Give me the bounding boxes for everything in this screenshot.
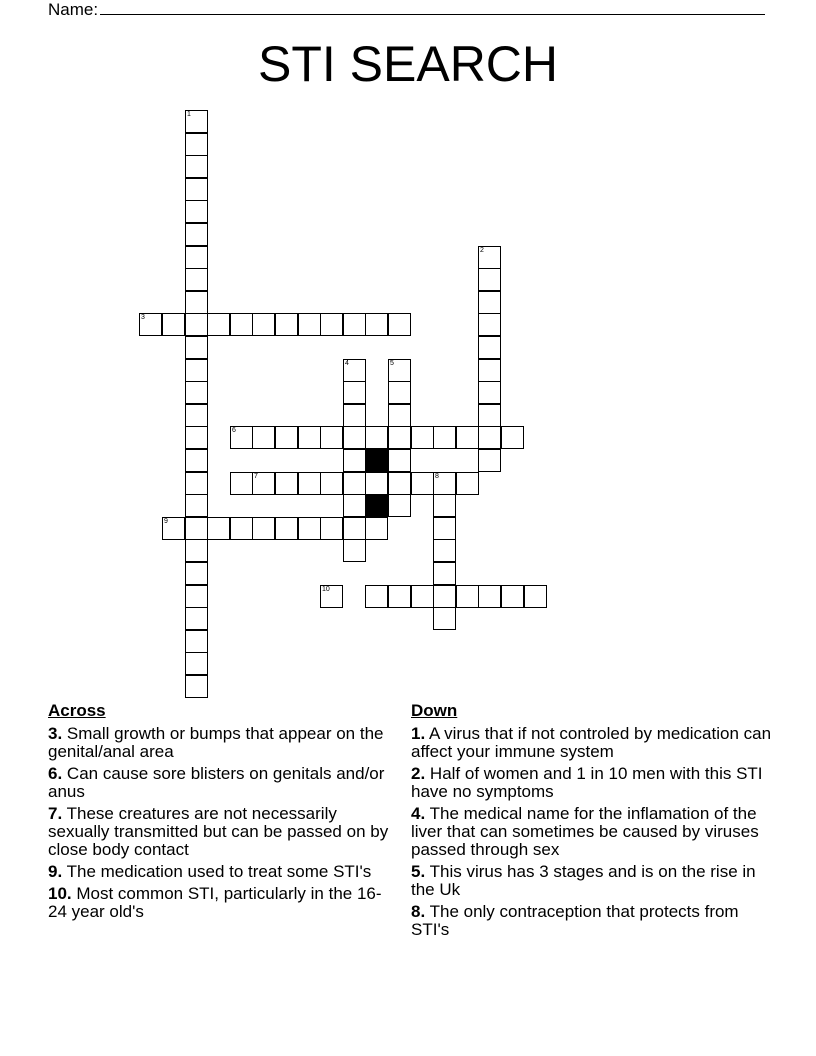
grid-cell[interactable] xyxy=(388,313,411,336)
grid-cell[interactable] xyxy=(456,585,479,608)
grid-cell[interactable] xyxy=(388,381,411,404)
grid-cell[interactable] xyxy=(230,517,253,540)
grid-cell[interactable] xyxy=(185,200,208,223)
grid-cell[interactable] xyxy=(478,268,501,291)
grid-cell[interactable] xyxy=(343,381,366,404)
grid-cell[interactable] xyxy=(298,472,321,495)
clue-number: 4 xyxy=(345,360,349,367)
grid-cell[interactable] xyxy=(343,359,366,382)
down-clue xyxy=(411,863,781,899)
grid-cell[interactable] xyxy=(388,359,411,382)
grid-cell[interactable] xyxy=(185,562,208,585)
grid-cell[interactable] xyxy=(388,449,411,472)
grid-cell[interactable] xyxy=(185,494,208,517)
grid-cell[interactable] xyxy=(343,449,366,472)
clue-text: The only contraception that protects from STI's xyxy=(411,902,739,939)
clue-number: 5 xyxy=(390,360,394,367)
grid-cell[interactable] xyxy=(320,426,343,449)
grid-cell[interactable] xyxy=(185,449,208,472)
clue-number: 6 xyxy=(232,427,236,434)
grid-cell[interactable] xyxy=(478,336,501,359)
clue-number: 8 xyxy=(435,473,439,480)
clue-number: 1 xyxy=(187,111,191,118)
grid-cell[interactable] xyxy=(275,313,298,336)
clue-number: 2 xyxy=(480,247,484,254)
grid-cell[interactable] xyxy=(185,607,208,630)
grid-cell[interactable] xyxy=(478,426,501,449)
grid-cell[interactable] xyxy=(185,675,208,698)
grid-cell[interactable] xyxy=(320,313,343,336)
grid-cell[interactable] xyxy=(501,585,524,608)
grid-cell[interactable] xyxy=(388,585,411,608)
grid-cell[interactable] xyxy=(185,381,208,404)
grid-cell[interactable] xyxy=(185,472,208,495)
grid-cell[interactable] xyxy=(343,426,366,449)
grid-cell[interactable] xyxy=(343,404,366,427)
grid-cell[interactable] xyxy=(275,472,298,495)
clue-number-label: 1. xyxy=(411,724,426,743)
grid-cell[interactable] xyxy=(433,585,456,608)
grid-cell[interactable] xyxy=(185,313,208,336)
grid-cell[interactable] xyxy=(185,585,208,608)
grid-block-cell xyxy=(365,449,388,472)
grid-cell[interactable] xyxy=(185,223,208,246)
grid-cell[interactable] xyxy=(365,585,388,608)
grid-cell[interactable] xyxy=(343,517,366,540)
grid-cell[interactable] xyxy=(185,155,208,178)
grid-cell[interactable] xyxy=(365,313,388,336)
grid-cell[interactable] xyxy=(185,336,208,359)
grid-cell[interactable] xyxy=(343,313,366,336)
across-clue xyxy=(48,725,400,761)
clue-text: The medication used to treat some STI's xyxy=(62,862,372,881)
grid-cell[interactable] xyxy=(298,313,321,336)
across-clue xyxy=(48,885,400,921)
grid-block-cell xyxy=(365,494,388,517)
clue-number-label: 9. xyxy=(48,862,63,881)
down-clue xyxy=(411,725,781,761)
clue-number-label: 6. xyxy=(48,764,63,783)
name-label: Name: xyxy=(48,0,99,19)
clue-number: 7 xyxy=(254,473,258,480)
clue-text: A virus that if not controled by medication can affect your immune system xyxy=(411,724,772,761)
clue-text: These creatures are not necessarily sexually transmitted but can be passed on by close body contact xyxy=(48,804,389,859)
grid-cell[interactable] xyxy=(433,517,456,540)
down-clue-list xyxy=(411,725,781,939)
clue-number: 9 xyxy=(164,518,168,525)
grid-cell[interactable] xyxy=(478,449,501,472)
grid-cell[interactable] xyxy=(185,291,208,314)
across-clues xyxy=(48,702,400,925)
grid-cell[interactable] xyxy=(185,426,208,449)
grid-cell[interactable] xyxy=(343,539,366,562)
grid-cell[interactable] xyxy=(320,585,343,608)
grid-cell[interactable] xyxy=(185,630,208,653)
grid-cell[interactable] xyxy=(388,494,411,517)
grid-cell[interactable] xyxy=(230,426,253,449)
grid-cell[interactable] xyxy=(298,517,321,540)
down-heading: Down xyxy=(411,701,458,720)
grid-cell[interactable] xyxy=(501,426,524,449)
grid-cell[interactable] xyxy=(275,426,298,449)
puzzle-title: STI SEARCH xyxy=(257,36,559,92)
clue-number-label: 4. xyxy=(411,804,426,823)
clue-text: Can cause sore blisters on genitals and/or anus xyxy=(48,764,385,801)
down-clue xyxy=(411,903,781,939)
grid-cell[interactable] xyxy=(365,472,388,495)
grid-cell[interactable] xyxy=(320,472,343,495)
grid-cell[interactable] xyxy=(478,291,501,314)
grid-cell[interactable] xyxy=(433,494,456,517)
grid-cell[interactable] xyxy=(139,313,162,336)
grid-cell[interactable] xyxy=(478,585,501,608)
grid-cell[interactable] xyxy=(185,404,208,427)
across-clue xyxy=(48,765,400,801)
clue-text: Most common STI, particularly in the 16-24 year old's xyxy=(48,884,382,921)
grid-cell[interactable] xyxy=(162,313,185,336)
across-heading: Across xyxy=(48,701,106,720)
grid-cell[interactable] xyxy=(230,472,253,495)
grid-cell[interactable] xyxy=(478,381,501,404)
grid-cell[interactable] xyxy=(320,517,343,540)
grid-cell[interactable] xyxy=(252,517,275,540)
grid-cell[interactable] xyxy=(365,426,388,449)
clue-number: 10 xyxy=(322,586,330,593)
grid-cell[interactable] xyxy=(433,426,456,449)
grid-cell[interactable] xyxy=(185,246,208,269)
across-clue xyxy=(48,863,400,881)
clue-text: This virus has 3 stages and is on the rise in the Uk xyxy=(411,862,756,899)
clue-text: Small growth or bumps that appear on the genital/anal area xyxy=(48,724,384,761)
clue-number-label: 2. xyxy=(411,764,426,783)
grid-cell[interactable] xyxy=(252,426,275,449)
clue-number-label: 3. xyxy=(48,724,63,743)
clue-number: 3 xyxy=(141,314,145,321)
clue-number-label: 10. xyxy=(48,884,72,903)
grid-cell[interactable] xyxy=(185,539,208,562)
grid-cell[interactable] xyxy=(411,426,434,449)
grid-cell[interactable] xyxy=(388,472,411,495)
grid-cell[interactable] xyxy=(252,313,275,336)
grid-cell[interactable] xyxy=(478,404,501,427)
grid-cell[interactable] xyxy=(298,426,321,449)
grid-cell[interactable] xyxy=(388,404,411,427)
grid-cell[interactable] xyxy=(478,313,501,336)
grid-cell[interactable] xyxy=(162,517,185,540)
grid-cell[interactable] xyxy=(185,110,208,133)
down-clue xyxy=(411,805,781,859)
grid-cell[interactable] xyxy=(207,517,230,540)
grid-cell[interactable] xyxy=(456,426,479,449)
grid-cell[interactable] xyxy=(275,517,298,540)
grid-cell[interactable] xyxy=(343,494,366,517)
grid-cell[interactable] xyxy=(411,585,434,608)
down-clues xyxy=(411,702,781,943)
grid-cell[interactable] xyxy=(185,652,208,675)
grid-cell[interactable] xyxy=(185,133,208,156)
grid-cell[interactable] xyxy=(343,472,366,495)
grid-cell[interactable] xyxy=(433,562,456,585)
grid-cell[interactable] xyxy=(411,472,434,495)
grid-cell[interactable] xyxy=(185,359,208,382)
clue-text: The medical name for the inflamation of the liver that can sometimes be caused by viruses passed through sex xyxy=(411,804,759,859)
grid-cell[interactable] xyxy=(185,178,208,201)
grid-cell[interactable] xyxy=(456,472,479,495)
grid-cell[interactable] xyxy=(365,517,388,540)
clue-number-label: 8. xyxy=(411,902,426,921)
clue-number-label: 7. xyxy=(48,804,63,823)
grid-cell[interactable] xyxy=(433,539,456,562)
grid-cell[interactable] xyxy=(433,607,456,630)
clue-text: Half of women and 1 in 10 men with this STI have no symptoms xyxy=(411,764,763,801)
grid-cell[interactable] xyxy=(207,313,230,336)
grid-cell[interactable] xyxy=(230,313,253,336)
across-clue xyxy=(48,805,400,859)
grid-cell[interactable] xyxy=(478,359,501,382)
grid-cell[interactable] xyxy=(185,517,208,540)
grid-cell[interactable] xyxy=(524,585,547,608)
clue-number-label: 5. xyxy=(411,862,426,881)
grid-cell[interactable] xyxy=(185,268,208,291)
down-clue xyxy=(411,765,781,801)
grid-cell[interactable] xyxy=(478,246,501,269)
grid-cell[interactable] xyxy=(252,472,275,495)
grid-cell[interactable] xyxy=(433,472,456,495)
across-clue-list xyxy=(48,725,400,921)
grid-cell[interactable] xyxy=(388,426,411,449)
